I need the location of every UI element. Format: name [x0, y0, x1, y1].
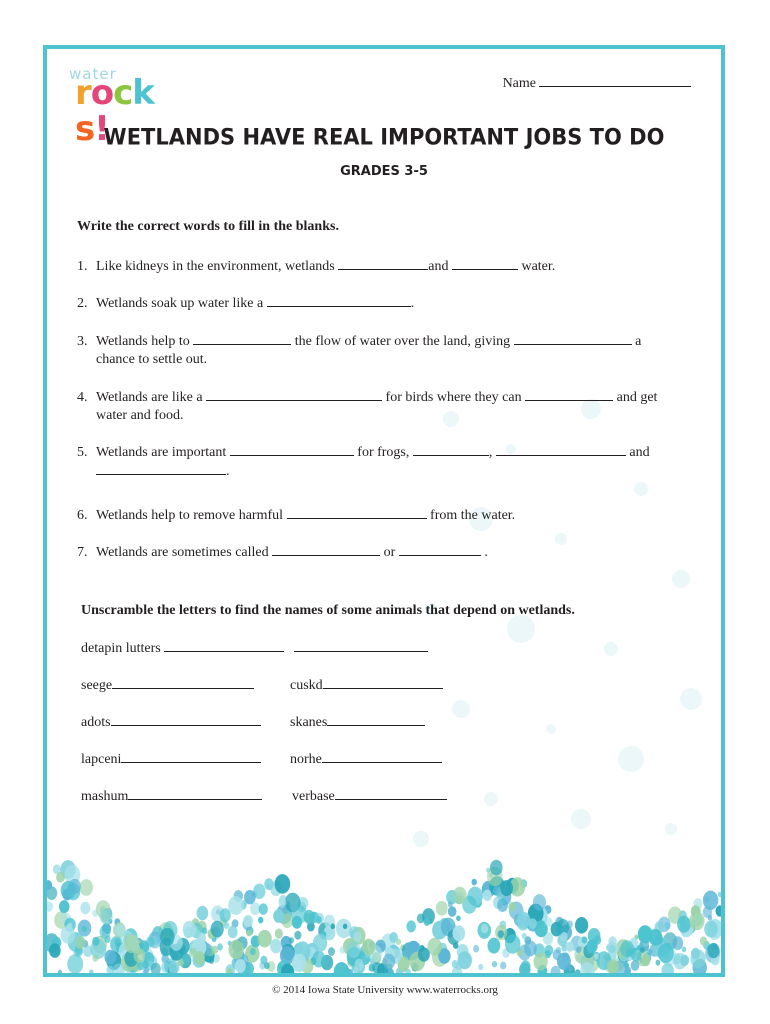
section2-instruction: Unscramble the letters to find the names of some animals that depend on wetlands.: [81, 603, 575, 618]
name-field[interactable]: [503, 72, 691, 92]
scramble-word: mashum: [81, 787, 262, 805]
water-drop: [412, 941, 418, 949]
water-drop: [198, 933, 206, 942]
blank[interactable]: [206, 388, 382, 401]
water-drop: [508, 902, 516, 912]
blank[interactable]: [322, 750, 442, 763]
water-drop: [211, 921, 224, 938]
water-drop: [673, 953, 686, 970]
water-drop: [228, 926, 238, 939]
water-drop: [313, 934, 327, 952]
water-drop: [362, 939, 375, 956]
water-drop: [275, 929, 283, 939]
water-drop: [406, 920, 416, 932]
water-drop: [343, 924, 347, 929]
blank[interactable]: [128, 787, 262, 800]
water-drop: [534, 953, 548, 971]
blank[interactable]: [452, 257, 518, 270]
water-drop: [704, 921, 718, 938]
water-drop: [545, 917, 553, 927]
scramble-word: cuskd: [290, 676, 443, 694]
question-5: 5. Wetlands are important for frogs, , and .: [77, 445, 650, 479]
water-drop: [334, 962, 350, 973]
water-drop: [160, 928, 174, 946]
water-drop: [545, 945, 554, 956]
water-drop: [452, 960, 459, 968]
water-drop: [59, 900, 69, 913]
water-drop: [246, 930, 251, 937]
water-drop: [80, 902, 90, 914]
water-drop: [220, 908, 231, 922]
logo-water-text: water: [69, 65, 117, 83]
water-drop: [194, 951, 205, 965]
water-drop: [235, 959, 246, 973]
water-drop: [700, 936, 707, 945]
blank[interactable]: [287, 506, 427, 519]
water-drop: [472, 879, 477, 886]
water-drop: [383, 954, 395, 970]
water-drop: [228, 896, 243, 915]
blank[interactable]: [327, 713, 425, 726]
question-2: 2. Wetlands soak up water like a .: [77, 296, 415, 311]
question-6: 6. Wetlands help to remove harmful from the water.: [77, 508, 516, 523]
logo-rocks-text: rocks!: [75, 73, 154, 149]
water-drop: [473, 945, 479, 953]
water-drop: [656, 960, 661, 966]
water-drop: [124, 934, 139, 953]
page-title: WETLANDS HAVE REAL IMPORTANT JOBS TO DO: [103, 124, 665, 150]
water-drop: [521, 960, 531, 972]
scramble-word: skanes: [290, 713, 425, 731]
water-drop: [396, 939, 401, 946]
blank[interactable]: [335, 787, 447, 800]
blank[interactable]: [112, 676, 254, 689]
scramble-word: lapceni: [81, 750, 261, 768]
water-drop: [82, 926, 87, 933]
water-drop: [640, 947, 645, 953]
water-drop: [493, 887, 499, 895]
name-line[interactable]: [539, 72, 691, 87]
water-drop: [292, 954, 307, 972]
water-drop: [258, 930, 272, 948]
blank[interactable]: [323, 676, 443, 689]
water-drop: [182, 954, 190, 964]
scramble-word: seege: [81, 676, 254, 694]
water-drop: [229, 940, 244, 959]
water-drop: [638, 925, 653, 943]
water-drop: [524, 940, 537, 956]
water-drop: [458, 951, 472, 969]
water-drop: [146, 937, 155, 948]
water-drop: [436, 901, 448, 916]
water-drop: [331, 923, 336, 929]
water-drop: [289, 937, 294, 943]
question-3: 3. Wetlands help to the flow of water over the land, giving a chance to settle out.: [77, 334, 642, 367]
water-drop: [575, 969, 580, 973]
name-label: Name: [502, 76, 536, 91]
water-drop: [488, 938, 501, 954]
water-drop: [47, 901, 53, 912]
water-drop: [718, 892, 721, 897]
water-drop: [703, 906, 712, 918]
question-4: 4. Wetlands are like a for birds where they can and get water and food.: [77, 390, 658, 423]
scramble-word: adots: [81, 713, 261, 731]
water-drop: [478, 964, 483, 970]
water-drop: [533, 894, 546, 911]
blank[interactable]: [525, 388, 613, 401]
water-drop: [631, 960, 640, 971]
water-drop: [69, 879, 81, 894]
water-drop: [677, 916, 691, 933]
water-drop: [576, 946, 581, 953]
water-drop: [304, 910, 315, 924]
water-drop: [448, 906, 457, 917]
water-drop: [183, 921, 196, 938]
water-drop: [270, 939, 282, 954]
water-drop: [92, 954, 98, 962]
water-drop: [100, 925, 111, 939]
water-drop: [492, 961, 497, 967]
water-drop: [587, 941, 597, 953]
water-drop: [104, 950, 116, 965]
water-drop: [522, 933, 527, 939]
water-drop: [453, 887, 467, 904]
water-drop: [100, 908, 113, 924]
water-drop: [292, 916, 302, 929]
scramble-word: verbase: [292, 787, 447, 805]
water-drop: [209, 957, 215, 964]
blank[interactable]: [399, 543, 481, 556]
water-drop: [566, 942, 574, 952]
water-drop: [58, 970, 62, 973]
water-drop: [61, 926, 76, 944]
water-drop: [691, 948, 700, 959]
water-drop: [689, 912, 704, 931]
blank[interactable]: [413, 443, 489, 456]
water-drop: [278, 897, 286, 907]
water-drop: [453, 925, 466, 941]
water-drop: [490, 860, 503, 876]
water-drop: [498, 930, 504, 938]
water-drop: [347, 941, 360, 958]
blank[interactable]: [294, 639, 428, 652]
water-drop: [273, 909, 284, 923]
water-drop: [259, 903, 268, 914]
blank[interactable]: [514, 332, 632, 345]
water-drop: [642, 955, 651, 966]
water-drop: [594, 953, 599, 959]
water-drop: [243, 915, 253, 927]
water-drop: [500, 880, 513, 896]
water-drop: [418, 947, 430, 962]
water-drop: [505, 934, 521, 954]
water-drop: [716, 905, 722, 916]
water-drop: [575, 917, 588, 934]
water-drop: [56, 872, 65, 883]
water-drop: [658, 943, 674, 963]
water-drop: [260, 956, 267, 965]
water-drop: [424, 918, 430, 926]
water-drop: [92, 937, 99, 946]
water-drop: [264, 878, 273, 890]
water-drops-decoration: [47, 833, 721, 973]
water-drop: [353, 931, 362, 942]
water-rocks-logo: [63, 61, 163, 149]
water-drop: [355, 959, 364, 971]
water-drop: [294, 931, 301, 940]
water-drop: [609, 945, 616, 954]
water-drop: [80, 879, 93, 896]
section1-instruction: Write the correct words to fill in the blanks.: [77, 219, 339, 234]
blank[interactable]: [121, 750, 261, 763]
water-drop: [561, 932, 568, 941]
blank[interactable]: [193, 332, 291, 345]
grades-subtitle: GRADES 3-5: [340, 164, 428, 179]
water-drop: [481, 924, 488, 933]
blank[interactable]: [96, 462, 226, 475]
water-drop: [197, 906, 209, 920]
water-drop: [483, 890, 492, 901]
water-drop: [682, 947, 687, 953]
water-drop: [501, 898, 505, 903]
water-drop: [258, 917, 263, 924]
blank[interactable]: [267, 294, 411, 307]
water-drop: [250, 948, 256, 955]
copyright-footer: © 2014 Iowa State University www.waterrocks.org: [272, 984, 498, 996]
blank[interactable]: [338, 257, 428, 270]
blank[interactable]: [272, 543, 380, 556]
water-drop: [275, 874, 291, 894]
water-drop: [340, 946, 346, 954]
water-drop: [626, 949, 633, 957]
scramble-word: detapin lutters: [81, 639, 428, 657]
blank[interactable]: [111, 713, 261, 726]
water-drop: [89, 969, 93, 973]
blank[interactable]: [164, 639, 284, 652]
water-drop: [336, 919, 352, 939]
water-drop: [75, 936, 85, 949]
water-drop: [582, 936, 588, 943]
water-drop: [67, 954, 83, 973]
scramble-word: norhe: [290, 750, 442, 768]
water-drop: [316, 916, 322, 923]
water-drop: [557, 953, 571, 970]
question-7: 7. Wetlands are sometimes called or .: [77, 545, 488, 560]
blank[interactable]: [230, 443, 354, 456]
water-drop: [707, 943, 719, 958]
water-drop: [456, 916, 461, 922]
water-drop: [224, 922, 230, 929]
water-drop: [312, 951, 325, 968]
question-1: 1. Like kidneys in the environment, wetlands and water.: [77, 259, 556, 274]
water-drop: [49, 943, 61, 957]
water-drop: [244, 890, 256, 904]
water-drop: [500, 962, 506, 970]
blank[interactable]: [496, 443, 626, 456]
water-drop: [517, 912, 531, 929]
worksheet-frame: [43, 45, 725, 977]
water-drop: [672, 936, 683, 950]
water-drop: [328, 947, 335, 956]
